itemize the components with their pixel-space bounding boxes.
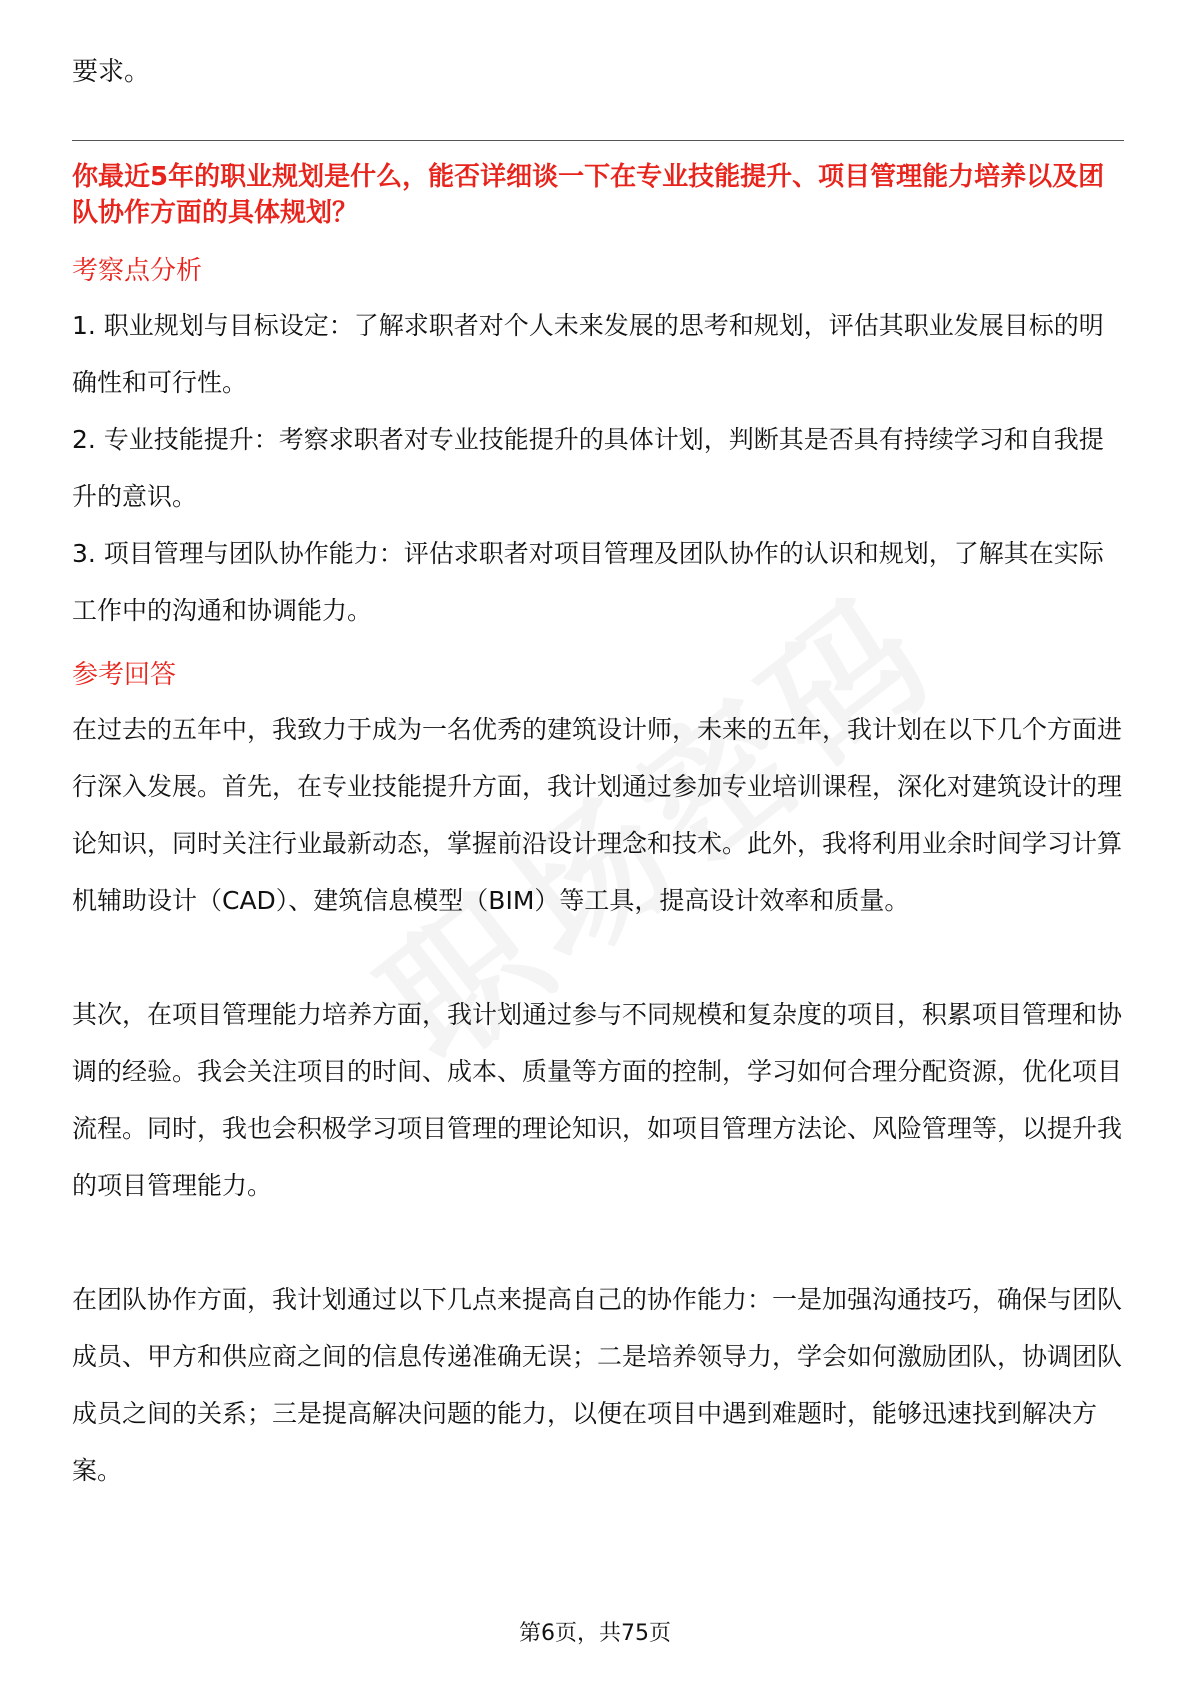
answer-paragraph: 在过去的五年中，我致力于成为一名优秀的建筑设计师，未来的五年，我计划在以下几个方面进行深入发展。首先，在专业技能提升方面，我计划通过参加专业培训课程，深化对建筑设计的理论知识，同时关注行业最新动态，掌握前沿设计理念和技术。此外，我将利用业余时间学习计算机辅助设计（CAD）、建筑信息模型（BIM）等工具，提高设计效率和质量。 bbox=[72, 715, 1123, 915]
answer-paragraph: 在团队协作方面，我计划通过以下几点来提高自己的协作能力：一是加强沟通技巧，确保与团队成员、甲方和供应商之间的信息传递准确无误；二是培养领导力，学会如何激励团队，协调团队成员之间的关系；三是提高解决问题的能力，以便在项目中遇到难题时，能够迅速找到解决方案。 bbox=[72, 1285, 1123, 1485]
analysis-item: 2. 专业技能提升：考察求职者对专业技能提升的具体计划，判断其是否具有持续学习和自我提升的意识。 bbox=[72, 425, 1104, 511]
analysis-item: 3. 项目管理与团队协作能力：评估求职者对项目管理及团队协作的认识和规划，了解其在实际工作中的沟通和协调能力。 bbox=[72, 539, 1104, 625]
analysis-heading: 考察点分析 bbox=[72, 256, 203, 286]
section-divider bbox=[72, 140, 1124, 141]
interview-question: 你最近5年的职业规划是什么，能否详细谈一下在专业技能提升、项目管理能力培养以及团队协作方面的具体规划？ bbox=[72, 162, 1105, 228]
previous-section-tail: 要求。 bbox=[72, 57, 151, 87]
answer-paragraph: 其次，在项目管理能力培养方面，我计划通过参与不同规模和复杂度的项目，积累项目管理和协调的经验。我会关注项目的时间、成本、质量等方面的控制，学习如何合理分配资源，优化项目流程。同时，我也会积极学习项目管理的理论知识，如项目管理方法论、风险管理等，以提升我的项目管理能力。 bbox=[72, 1000, 1123, 1200]
answer-body bbox=[72, 701, 1124, 1499]
answer-heading: 参考回答 bbox=[72, 660, 177, 690]
analysis-item: 1. 职业规划与目标设定：了解求职者对个人未来发展的思考和规划，评估其职业发展目标的明确性和可行性。 bbox=[72, 311, 1104, 397]
page-number: 第6页，共75页 bbox=[519, 1621, 671, 1646]
page-content bbox=[72, 50, 1124, 1499]
analysis-list bbox=[72, 297, 1124, 639]
